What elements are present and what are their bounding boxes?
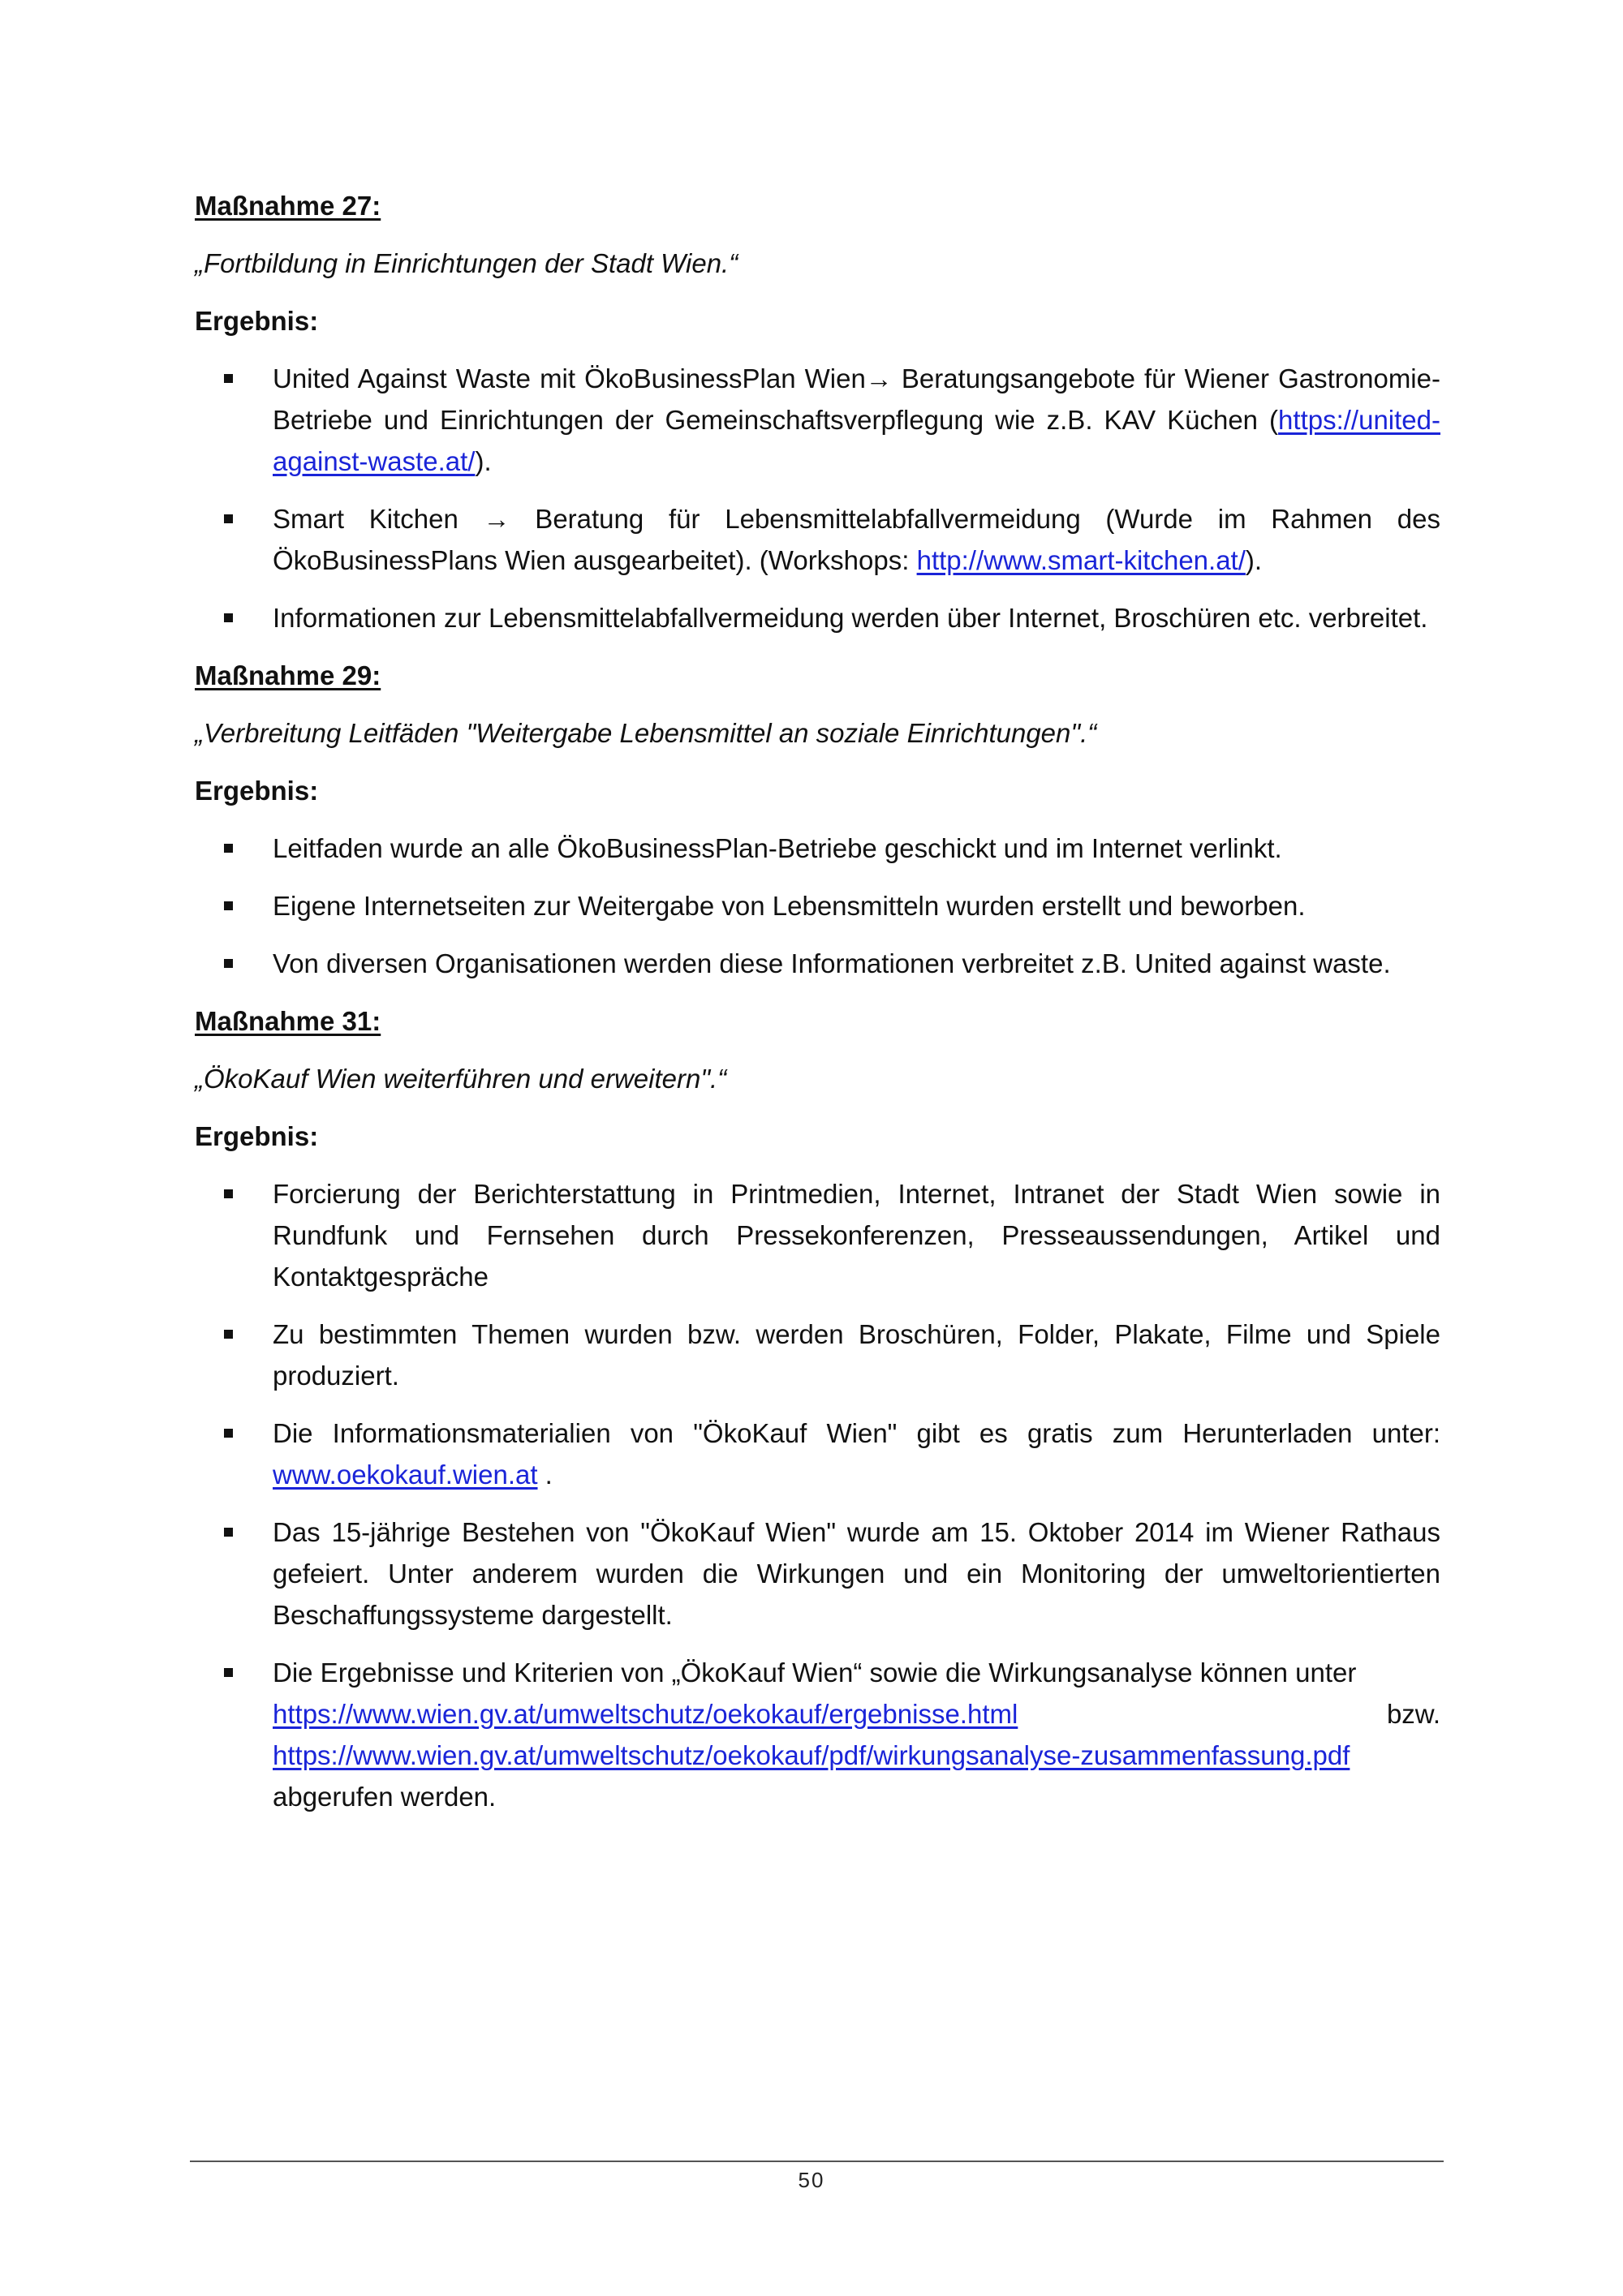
list-item <box>195 1314 1440 1396</box>
measure-heading: Maßnahme 29: <box>195 660 381 690</box>
list-item <box>195 1412 1440 1495</box>
measure-quote: „ÖkoKauf Wien weiterführen und erweitern".“ <box>195 1064 727 1094</box>
item-text: Das 15-jährige Bestehen von "ÖkoKauf Wien" wurde am 15. Oktober 2014 im Wiener Rathaus gefeiert. Unter anderem wurden die Wirkungen und ein Monitoring der umweltorientierten Beschaffungssysteme dargestellt. <box>273 1517 1440 1630</box>
ergebnisse-link[interactable]: https://www.wien.gv.at/umweltschutz/oekokauf/ergebnisse.html <box>273 1699 1018 1729</box>
list-item <box>195 943 1440 984</box>
item-text-end: ). <box>475 446 492 476</box>
square-bullet-icon <box>224 1429 233 1438</box>
item-text: United Against Waste mit ÖkoBusinessPlan Wien→ Beratungsangebote für Wiener Gastronomie-Betriebe und Einrichtungen der Gemeinschaftsverpflegung wie z.B. KAV Küchen ( <box>273 363 1440 435</box>
square-bullet-icon <box>224 1528 233 1537</box>
item-text: Leitfaden wurde an alle ÖkoBusinessPlan-Betriebe geschickt und im Internet verlinkt. <box>273 833 1282 863</box>
wirkungsanalyse-link[interactable]: https://www.wien.gv.at/umweltschutz/oekokauf/pdf/wirkungsanalyse-zusammenfassung.pdf <box>273 1740 1350 1770</box>
smart-kitchen-link[interactable]: http://www.smart-kitchen.at/ <box>916 545 1246 575</box>
list-item <box>195 498 1440 581</box>
document-body <box>195 185 1440 1834</box>
separator-text: bzw. <box>1386 1699 1440 1729</box>
measure-quote: „Fortbildung in Einrichtungen der Stadt Wien.“ <box>195 248 738 278</box>
square-bullet-icon <box>224 514 233 523</box>
item-text: Forcierung der Berichterstattung in Printmedien, Internet, Intranet der Stadt Wien sowie in Rundfunk und Fernsehen durch Pressekonferenzen, Presseaussendungen, Artikel und Kontaktgespräche <box>273 1179 1440 1292</box>
link-line <box>273 1735 1440 1776</box>
square-bullet-icon <box>224 374 233 383</box>
square-bullet-icon <box>224 1330 233 1339</box>
square-bullet-icon <box>224 613 233 622</box>
result-label: Ergebnis: <box>195 1121 319 1151</box>
result-list <box>195 828 1440 984</box>
measure-heading: Maßnahme 31: <box>195 1006 381 1036</box>
footer-divider <box>190 2161 1444 2162</box>
result-list <box>195 358 1440 638</box>
oekokauf-link[interactable]: www.oekokauf.wien.at <box>273 1460 538 1490</box>
item-text: Informationen zur Lebensmittelabfallvermeidung werden über Internet, Broschüren etc. verbreitet. <box>273 603 1428 633</box>
list-item <box>195 828 1440 869</box>
measure-27-section <box>195 185 1440 638</box>
item-text: Eigene Internetseiten zur Weitergabe von Lebensmitteln wurden erstellt und beworben. <box>273 891 1306 921</box>
square-bullet-icon <box>224 844 233 853</box>
measure-29-section <box>195 655 1440 984</box>
list-item <box>195 1511 1440 1636</box>
item-text: Zu bestimmten Themen wurden bzw. werden Broschüren, Folder, Plakate, Filme und Spiele produziert. <box>273 1319 1440 1391</box>
item-text: Von diversen Organisationen werden diese Informationen verbreitet z.B. United against waste. <box>273 948 1391 978</box>
item-text: Die Informationsmaterialien von "ÖkoKauf Wien" gibt es gratis zum Herunterladen unter: <box>273 1418 1440 1448</box>
list-item <box>195 885 1440 927</box>
list-item <box>195 1173 1440 1297</box>
square-bullet-icon <box>224 959 233 968</box>
result-list <box>195 1173 1440 1817</box>
united-against-waste-link[interactable]: https://united-against-waste.at/ <box>273 405 1440 476</box>
item-text: Die Ergebnisse und Kriterien von „ÖkoKauf Wien“ sowie die Wirkungsanalyse können unter <box>273 1658 1357 1688</box>
square-bullet-icon <box>224 1189 233 1198</box>
result-label: Ergebnis: <box>195 776 319 806</box>
page-number: 50 <box>798 2168 825 2192</box>
measure-quote: „Verbreitung Leitfäden "Weitergabe Lebensmittel an soziale Einrichtungen".“ <box>195 718 1097 748</box>
square-bullet-icon <box>224 1668 233 1677</box>
item-text-end: . <box>537 1460 553 1490</box>
square-bullet-icon <box>224 901 233 910</box>
measure-31-section <box>195 1000 1440 1817</box>
item-text-end: abgerufen werden. <box>273 1782 497 1812</box>
link-line <box>273 1693 1440 1735</box>
measure-heading: Maßnahme 27: <box>195 191 381 221</box>
item-text-end: ). <box>1245 545 1263 575</box>
list-item <box>195 597 1440 638</box>
item-text: Smart Kitchen → Beratung für Lebensmittelabfallvermeidung (Wurde im Rahmen des ÖkoBusinessPlans Wien ausgearbeitet). (Workshops: <box>273 504 1440 575</box>
result-label: Ergebnis: <box>195 306 319 336</box>
list-item <box>195 358 1440 482</box>
list-item <box>195 1652 1440 1817</box>
